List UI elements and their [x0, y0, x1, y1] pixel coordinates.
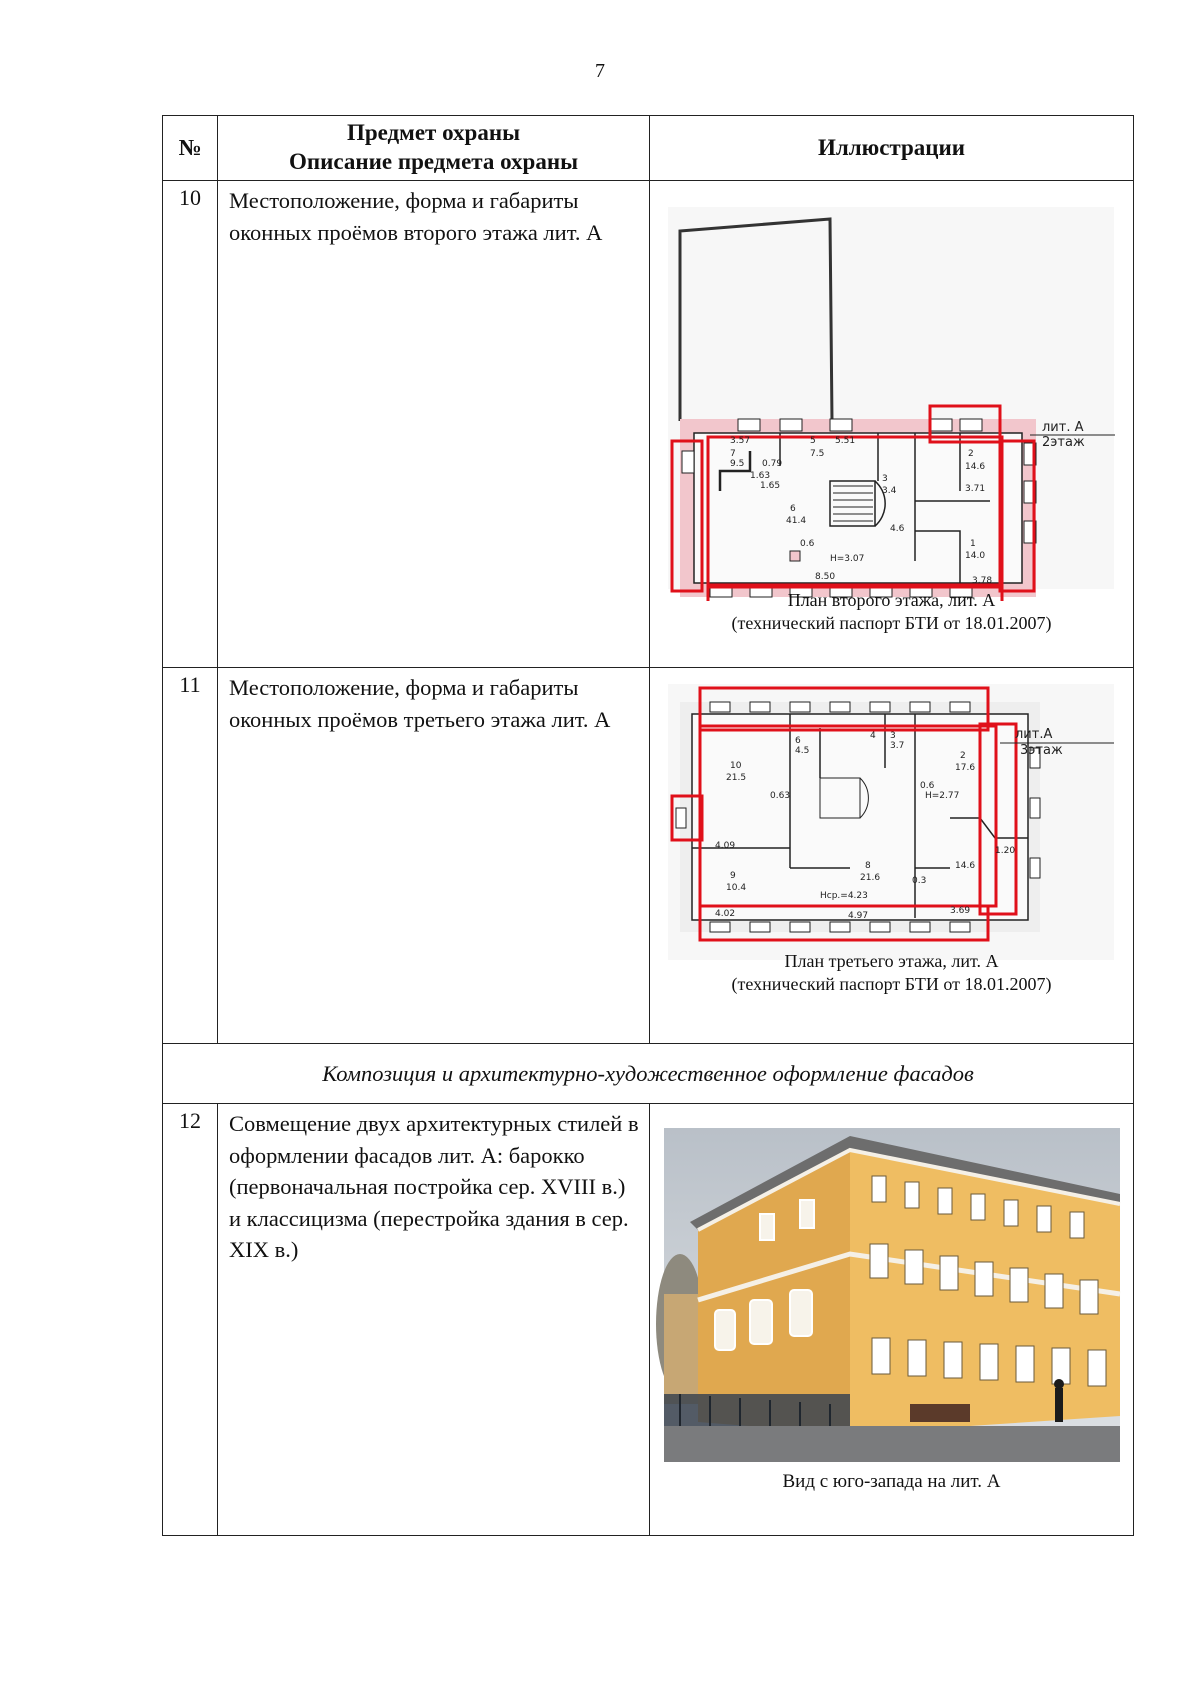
svg-text:лит.А: лит.А	[1015, 727, 1053, 742]
table-header-row	[163, 116, 1134, 181]
floor-plan-2-image	[650, 181, 1134, 601]
page-number: 7	[595, 60, 605, 82]
svg-text:5.51: 5.51	[835, 436, 856, 446]
svg-text:4: 4	[870, 731, 876, 741]
svg-text:6: 6	[790, 504, 796, 514]
header-subject-line1: Предмет охраны	[346, 120, 521, 146]
svg-text:3.69: 3.69	[950, 906, 971, 916]
header-subject-line2: Описание предмета охраны	[288, 149, 579, 174]
illustration-cell	[650, 668, 1134, 1044]
svg-text:5: 5	[810, 436, 816, 446]
svg-text:3.57: 3.57	[730, 436, 751, 446]
header-illustrations: Иллюстрации	[650, 116, 1134, 181]
svg-text:4.5: 4.5	[795, 746, 810, 756]
row-number: 11	[163, 668, 218, 1044]
facade-photo	[650, 1104, 1134, 1468]
row-description: Совмещение двух архитектурных стилей в оформлении фасадов лит. А: барокко (первоначальная постройка сер. XVIII в.) и классицизма (перестройка здания в сер. XIX в.)	[218, 1104, 650, 1536]
svg-text:0.6: 0.6	[800, 539, 815, 549]
svg-text:0.6: 0.6	[920, 781, 935, 791]
svg-text:H=2.77: H=2.77	[925, 791, 960, 801]
row-number: 12	[163, 1104, 218, 1536]
illustration-cell	[650, 1104, 1134, 1536]
svg-text:1.65: 1.65	[760, 481, 781, 491]
svg-text:21.5: 21.5	[726, 773, 747, 783]
row-number: 10	[163, 181, 218, 668]
svg-text:7: 7	[730, 449, 736, 459]
svg-text:Hср.=4.23: Hср.=4.23	[820, 891, 868, 901]
svg-text:2: 2	[960, 751, 966, 761]
table-row-12	[163, 1104, 1134, 1536]
floor-plan-3-image	[650, 668, 1134, 964]
header-number: №	[163, 116, 218, 181]
svg-text:4.09: 4.09	[715, 841, 736, 851]
caption-line2: (технический паспорт БТИ от 18.01.2007)	[731, 613, 1052, 634]
svg-text:14.6: 14.6	[955, 861, 976, 871]
svg-text:10: 10	[730, 761, 742, 771]
svg-text:1.63: 1.63	[750, 471, 771, 481]
svg-text:9.5: 9.5	[730, 459, 745, 469]
row-description: Местоположение, форма и габариты оконных проёмов третьего этажа лит. А	[218, 668, 650, 1044]
svg-text:3этаж: 3этаж	[1020, 743, 1063, 758]
svg-text:6: 6	[795, 736, 801, 746]
svg-text:4.6: 4.6	[890, 524, 905, 534]
section-heading-row	[163, 1044, 1134, 1104]
svg-text:3.78: 3.78	[972, 576, 993, 586]
svg-text:9: 9	[730, 871, 736, 881]
svg-text:4.02: 4.02	[715, 909, 736, 919]
svg-text:3.4: 3.4	[882, 486, 897, 496]
svg-text:21.6: 21.6	[860, 873, 881, 883]
svg-text:2: 2	[968, 449, 974, 459]
svg-text:8.50: 8.50	[815, 572, 836, 582]
table-row-11	[163, 668, 1134, 1044]
svg-text:3.7: 3.7	[890, 741, 905, 751]
svg-text:8: 8	[865, 861, 871, 871]
section-heading: Композиция и архитектурно-художественное оформление фасадов	[163, 1044, 1134, 1104]
row-description: Местоположение, форма и габариты оконных проёмов второго этажа лит. А	[218, 181, 650, 668]
svg-text:0.3: 0.3	[912, 876, 927, 886]
svg-text:0.63: 0.63	[770, 791, 791, 801]
svg-text:4.97: 4.97	[848, 911, 869, 921]
svg-text:2этаж: 2этаж	[1042, 435, 1085, 450]
svg-text:3: 3	[882, 474, 888, 484]
svg-text:H=3.07: H=3.07	[830, 554, 865, 564]
illustration-caption: Вид с юго-запада на лит. А	[782, 1471, 1001, 1492]
svg-text:17.6: 17.6	[955, 763, 976, 773]
protection-table	[162, 115, 1134, 1536]
svg-text:14.6: 14.6	[965, 462, 986, 472]
svg-text:1.20: 1.20	[995, 846, 1016, 856]
svg-text:3: 3	[890, 731, 896, 741]
svg-text:3.71: 3.71	[965, 484, 986, 494]
caption-line2: (технический паспорт БТИ от 18.01.2007)	[731, 974, 1052, 995]
svg-text:1: 1	[970, 539, 976, 549]
caption-line1: План второго этажа, лит. А	[787, 590, 996, 610]
svg-text:лит. А: лит. А	[1042, 420, 1084, 435]
svg-text:10.4: 10.4	[726, 883, 747, 893]
svg-text:41.4: 41.4	[786, 516, 807, 526]
svg-text:7.5: 7.5	[810, 449, 825, 459]
svg-text:14.0: 14.0	[965, 551, 986, 561]
table-row-10	[163, 181, 1134, 668]
svg-text:0.79: 0.79	[762, 459, 783, 469]
caption-line1: План третьего этажа, лит. А	[784, 951, 999, 971]
illustration-cell	[650, 181, 1134, 668]
header-subject	[218, 116, 650, 181]
